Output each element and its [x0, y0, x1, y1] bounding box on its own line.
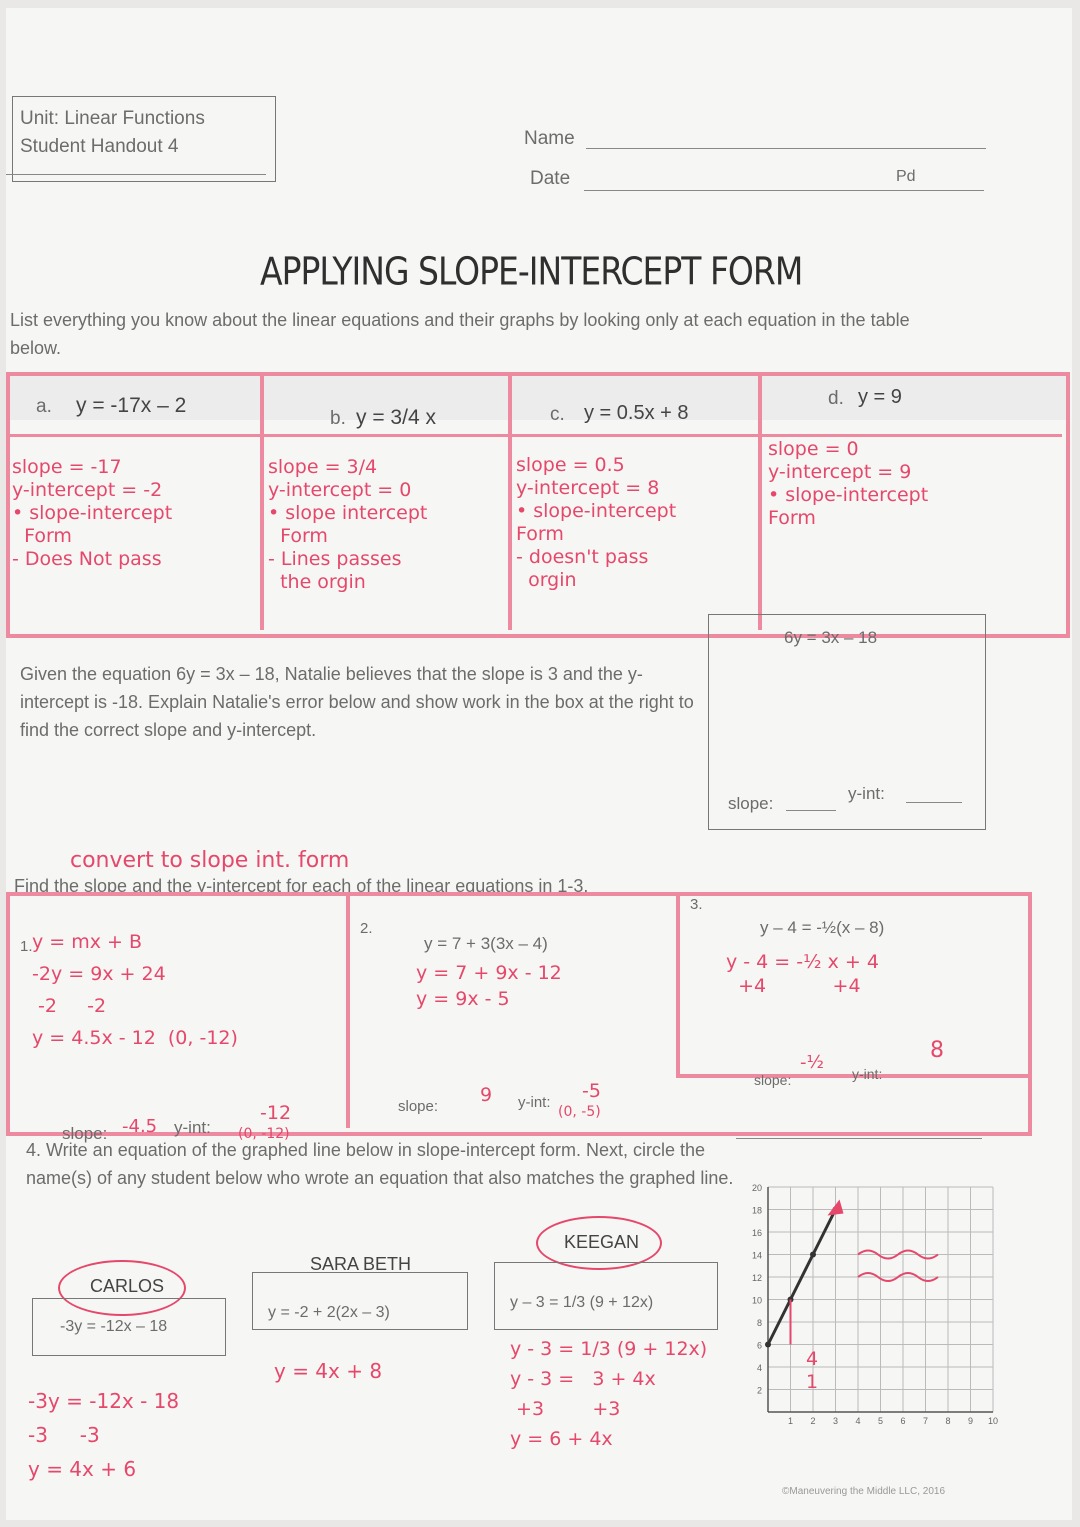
- p2-slope: 9: [480, 1084, 493, 1106]
- p3-slope: -½: [800, 1052, 824, 1073]
- header-rule: [6, 174, 266, 175]
- p1-yint-label: y-int:: [174, 1118, 211, 1137]
- x-tick-label: 2: [810, 1416, 816, 1426]
- y-tick-label: 8: [756, 1318, 762, 1328]
- col-d-label: d.: [828, 388, 844, 409]
- problem4-prompt: 4. Write an equation of the graphed line below in slope-intercept form. Next, circle the name(s) of any student below who wrote an equation that also matches the graphed line.: [26, 1140, 734, 1188]
- grid-divider-2: [676, 896, 680, 1076]
- p3-yint-label: y-int:: [852, 1066, 883, 1082]
- x-tick-label: 10: [987, 1416, 999, 1426]
- p2-yint: -5: [582, 1080, 601, 1102]
- name-label: Name: [524, 128, 575, 149]
- student-carlos-name: CARLOS: [90, 1276, 165, 1296]
- section2-instruction: Find the slope and the y-intercept for each of the linear equations in 1-3.: [14, 876, 589, 896]
- p1-work: y = mx + B -2y = 9x + 24 -2 -2 y = 4.5x - 12 (0, -12): [32, 931, 238, 1049]
- y-tick-label: 6: [756, 1340, 762, 1351]
- x-tick-label: 9: [967, 1416, 974, 1426]
- p1-num: 1.: [20, 938, 33, 955]
- problem4-answer-line: [736, 1138, 982, 1139]
- p1-slope: -4.5: [122, 1116, 158, 1137]
- y-tick-label: 20: [751, 1184, 762, 1193]
- col-a-label: a.: [36, 396, 52, 417]
- page-title: APPLYING SLOPE-INTERCEPT FORM: [260, 249, 803, 294]
- natalie-slope-line: [786, 810, 836, 811]
- date-label: Date: [530, 168, 571, 189]
- y-tick-label: 14: [751, 1250, 762, 1261]
- p1-slope-label: slope:: [62, 1124, 108, 1143]
- p2-slope-label: slope:: [398, 1098, 439, 1115]
- y-tick-label: 4: [756, 1363, 762, 1373]
- graph-point: [810, 1252, 816, 1258]
- date-line: [584, 190, 984, 191]
- y-tick-label: 2: [756, 1385, 762, 1396]
- p2-num: 2.: [360, 920, 373, 937]
- natalie-prompt: Given the equation 6y = 3x – 18, Natalie believes that the slope is 3 and the y-intercept is -18. Explain Natalie's error below and show work in the box at the right to find the correct slope and y-intercept.: [20, 664, 694, 740]
- name-line: [586, 148, 986, 149]
- y-tick-label: 12: [751, 1273, 762, 1283]
- unit-title: Unit: Linear Functions: [20, 108, 205, 129]
- p2-work: y = 7 + 9x - 12 y = 9x - 5: [416, 962, 562, 1010]
- sarabeth-work: y = 4x + 8: [274, 1359, 383, 1383]
- table-divider-1: [260, 376, 264, 630]
- col-b-answer: slope = 3/4 y-intercept = 0 • slope intercept Form - Lines passes the orgin: [268, 456, 428, 593]
- coordinate-graph: [736, 1184, 1026, 1428]
- p3-work: y - 4 = -½ x + 4 +4 +4: [726, 951, 879, 997]
- col-c-label: c.: [550, 404, 565, 425]
- worksheet-page: [6, 8, 1072, 1520]
- convert-note: convert to slope int. form: [70, 848, 350, 873]
- instructions: List everything you know about the linear equations and their graphs by looking only at each equation in the table below.: [10, 310, 910, 358]
- col-a-answer: slope = -17 y-intercept = -2 • slope-intercept Form - Does Not pass: [12, 456, 173, 570]
- y-tick-label: 16: [751, 1228, 762, 1238]
- y-tick-label: 10: [751, 1295, 762, 1306]
- graph-point: [765, 1342, 771, 1348]
- x-tick-label: 1: [787, 1416, 794, 1426]
- x-tick-label: 3: [832, 1416, 839, 1426]
- grid-divider-1: [346, 896, 350, 1128]
- graph-slope-note: 4 1: [806, 1348, 819, 1393]
- p3-yint: 8: [930, 1038, 944, 1063]
- col-c-equation: y = 0.5x + 8: [584, 402, 689, 424]
- p1-point: (0, -12): [238, 1126, 290, 1142]
- carlos-equation: -3y = -12x – 18: [60, 1318, 168, 1335]
- p3-num: 3.: [690, 896, 703, 913]
- x-tick-label: 6: [900, 1416, 906, 1426]
- natalie-box-equation: 6y = 3x – 18: [784, 628, 878, 647]
- sarabeth-equation: y = -2 + 2(2x – 3): [268, 1304, 390, 1321]
- col-d-answer: slope = 0 y-intercept = 9 • slope-intercept Form: [768, 438, 929, 529]
- keegan-equation: y – 3 = 1/3 (9 + 12x): [510, 1294, 654, 1311]
- p2-point: (0, -5): [558, 1104, 601, 1120]
- col-c-answer: slope = 0.5 y-intercept = 8 • slope-intercept Form - doesn't pass orgin: [516, 454, 677, 591]
- natalie-slope-label: slope:: [728, 794, 774, 813]
- table-divider-3: [758, 376, 762, 630]
- col-b-label: b.: [330, 408, 346, 429]
- footer-copyright: ©Maneuvering the Middle LLC, 2016: [782, 1486, 946, 1497]
- x-tick-label: 5: [877, 1416, 884, 1426]
- x-tick-label: 4: [855, 1416, 861, 1426]
- table-header-rule: [10, 434, 1062, 437]
- col-b-equation: y = 3/4 x: [356, 406, 436, 429]
- handout-label: Student Handout 4: [20, 136, 179, 157]
- p1-yint: -12: [260, 1102, 292, 1124]
- pd-label: Pd: [896, 168, 916, 185]
- p2-yint-label: y-int:: [518, 1094, 551, 1111]
- x-tick-label: 8: [945, 1416, 951, 1426]
- carlos-work: -3y = -12x - 18 -3 -3 y = 4x + 6: [28, 1389, 180, 1481]
- p3-slope-label: slope:: [754, 1072, 792, 1088]
- y-tick-label: 18: [751, 1205, 762, 1216]
- col-a-equation: y = -17x – 2: [76, 394, 187, 417]
- table-divider-2: [508, 376, 512, 630]
- x-tick-label: 7: [922, 1416, 929, 1426]
- keegan-work: y - 3 = 1/3 (9 + 12x) y - 3 = 3 + 4x +3 +3 y = 6 + 4x: [510, 1338, 708, 1450]
- p3-equation: y – 4 = -½(x – 8): [760, 918, 885, 937]
- col-d-equation: y = 9: [858, 386, 902, 408]
- p2-equation: y = 7 + 3(3x – 4): [424, 934, 548, 953]
- student-keegan-name: KEEGAN: [564, 1232, 640, 1252]
- natalie-yint-line: [906, 802, 962, 803]
- natalie-yint-label: y-int:: [848, 784, 885, 803]
- student-sarabeth-name: SARA BETH: [310, 1254, 412, 1274]
